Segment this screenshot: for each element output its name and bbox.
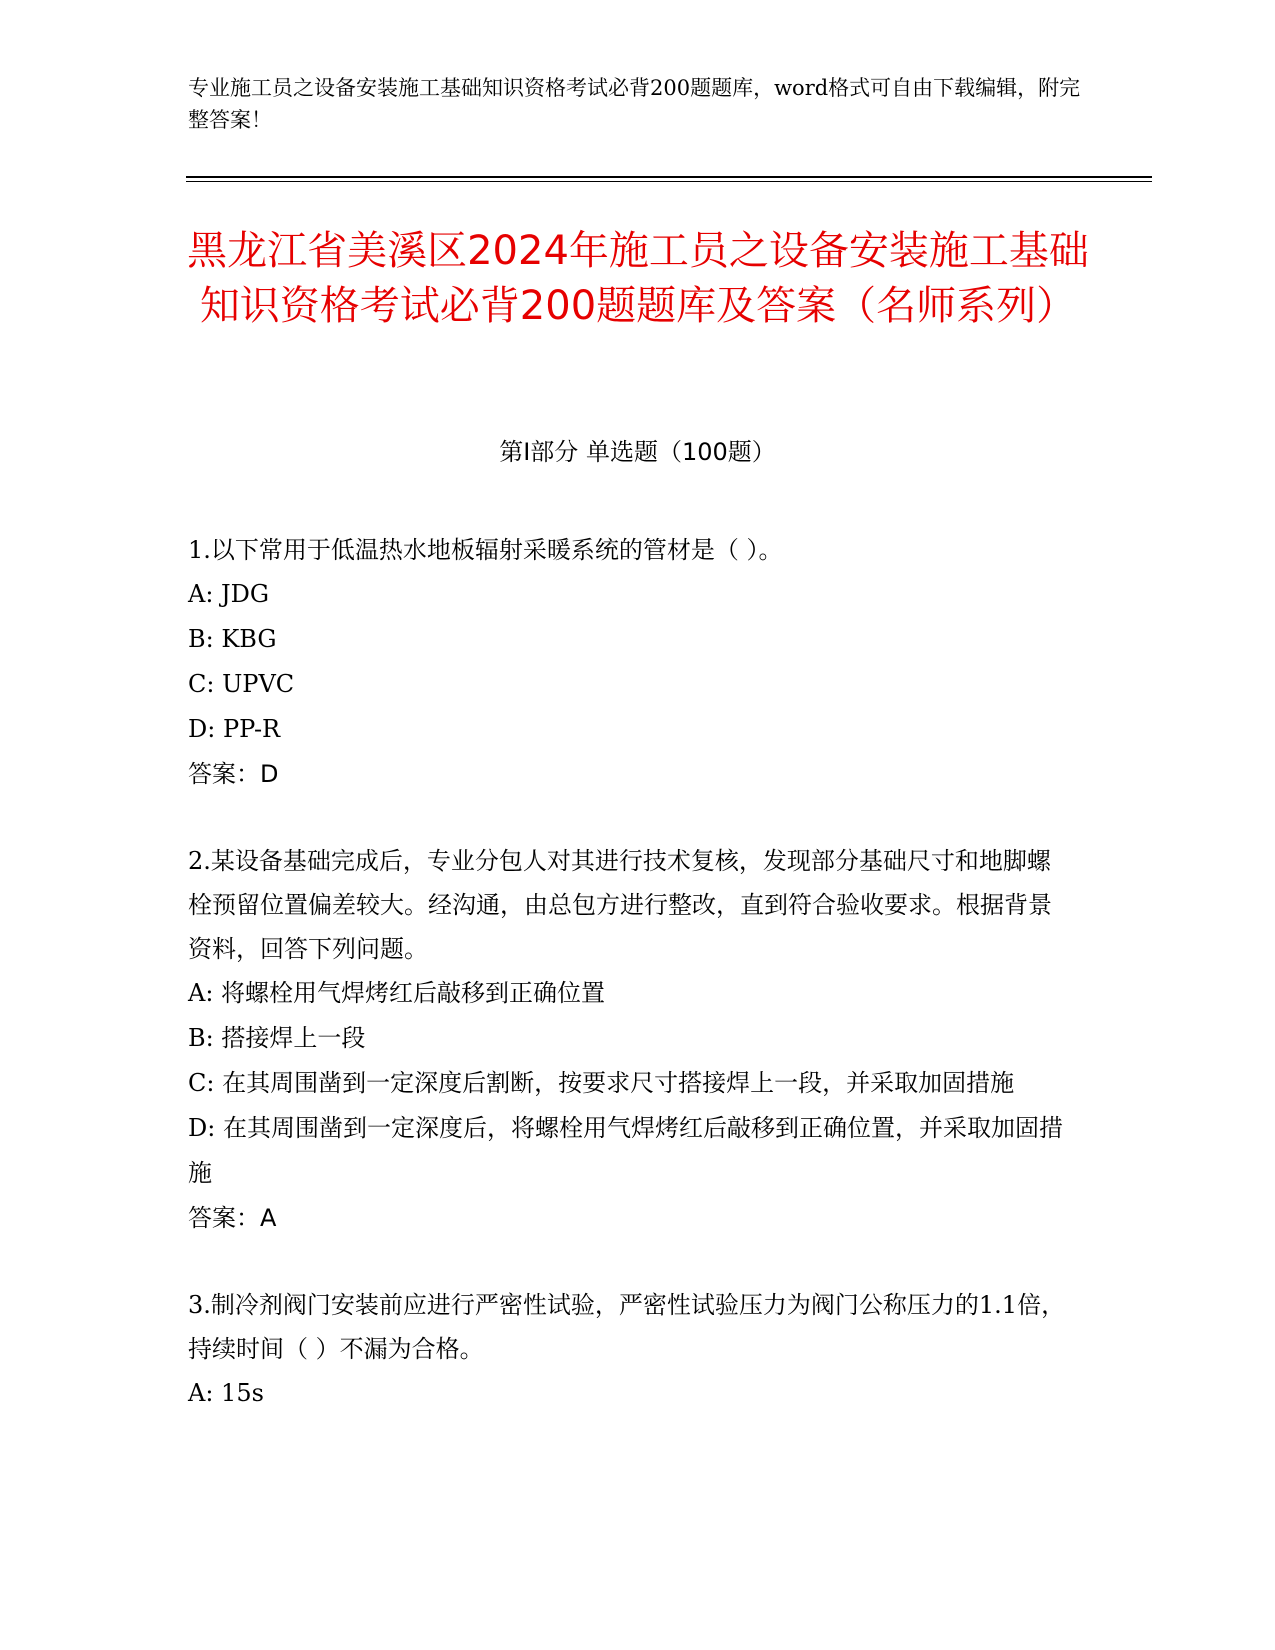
option-a: A: 将螺栓用气焊烤红后敲移到正确位置 bbox=[188, 979, 606, 1007]
question-stem: 3.制冷剂阀门安装前应进行严密性试验，严密性试验压力为阀门公称压力的1.1倍，持续时间（ ）不漏为合格。 bbox=[188, 1291, 1066, 1363]
option-d: D: PP-R bbox=[188, 715, 281, 743]
option-c: C: 在其周围凿到一定深度后割断，按要求尺寸搭接焊上一段，并采取加固措施 bbox=[188, 1069, 1015, 1097]
answer-text: 答案：D bbox=[188, 760, 279, 788]
header-divider-thin bbox=[186, 181, 1152, 182]
option-b: B: 搭接焊上一段 bbox=[188, 1024, 366, 1052]
header-note: 专业施工员之设备安装施工基础知识资格考试必背200题题库，word格式可自由下载编辑，附完整答案！ bbox=[188, 76, 1081, 132]
question-stem: 1.以下常用于低温热水地板辐射采暖系统的管材是（ ）。 bbox=[188, 536, 783, 564]
question-item bbox=[188, 528, 1068, 797]
option-d: D: 在其周围凿到一定深度后，将螺栓用气焊烤红后敲移到正确位置，并采取加固措施 bbox=[188, 1114, 1063, 1187]
answer-text: 答案：A bbox=[188, 1204, 277, 1232]
question-list bbox=[188, 528, 1068, 1458]
option-a: A: JDG bbox=[188, 580, 270, 608]
header-divider-thick bbox=[186, 176, 1152, 178]
question-item bbox=[188, 839, 1068, 1241]
section-heading: 第Ⅰ部分 单选题（100题） bbox=[499, 438, 776, 466]
question-stem: 2.某设备基础完成后，专业分包人对其进行技术复核，发现部分基础尺寸和地脚螺栓预留位置偏差较大。经沟通，由总包方进行整改，直到符合验收要求。根据背景资料，回答下列问题。 bbox=[188, 847, 1052, 963]
option-b: B: KBG bbox=[188, 625, 277, 653]
option-c: C: UPVC bbox=[188, 670, 295, 698]
option-a: A: 15s bbox=[188, 1379, 264, 1407]
question-item bbox=[188, 1283, 1068, 1416]
document-title: 黑龙江省美溪区2024年施工员之设备安装施工基础知识资格考试必背200题题库及答案（名师系列） bbox=[187, 228, 1089, 329]
